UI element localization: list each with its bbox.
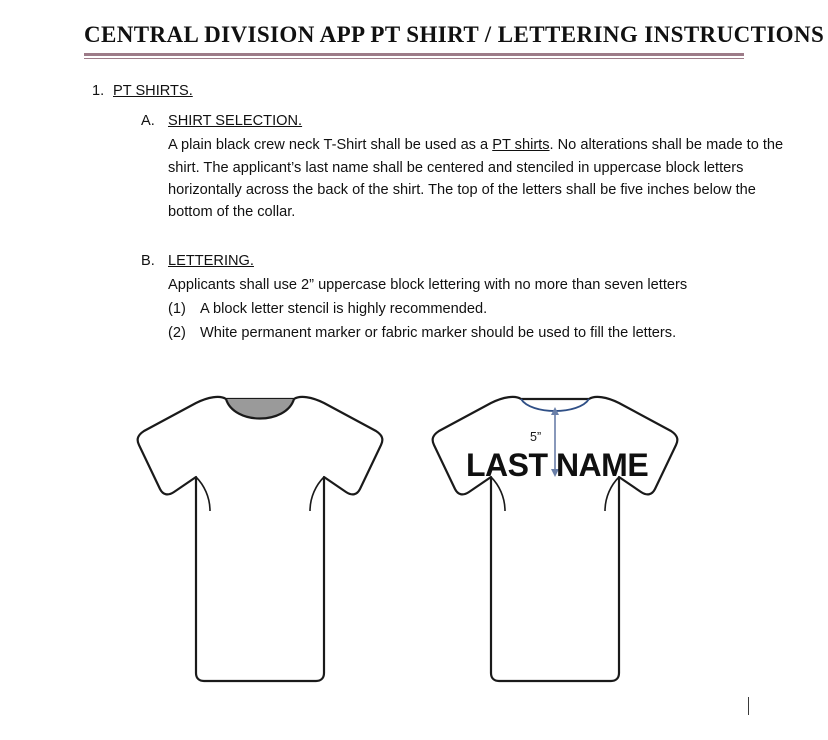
list-item-text: White permanent marker or fabric marker should be used to fill the letters. — [200, 324, 677, 341]
list-item-text: A block letter stencil is highly recommended. — [200, 301, 488, 318]
subsection-b-heading: LETTERING. — [168, 253, 254, 270]
subsection-b-marker: B. — [141, 253, 155, 270]
document-body — [0, 80, 828, 344]
front-shirt-drawing — [130, 385, 390, 685]
subsection-b — [113, 250, 828, 344]
section-spacer — [113, 223, 828, 242]
subsection-b-list — [168, 298, 828, 343]
subsection-a — [113, 110, 828, 223]
list-item-marker: (1) — [168, 301, 186, 318]
subsection-a-marker: A. — [141, 113, 155, 130]
paragraph-part-2: . No alterations shall be made to the shirt. The applicant’s last name shall be centered and stenciled in uppercase block letters horizontally across the back of the shirt. The top of the letters shall be five inches below the bottom of the collar. — [168, 137, 784, 220]
title-divider-thick — [84, 53, 744, 56]
paragraph-part-1: A plain black crew neck T-Shirt shall be used as a — [168, 137, 493, 154]
back-shirt-figure — [425, 385, 685, 685]
list-item — [168, 298, 828, 320]
subsection-a-heading: SHIRT SELECTION. — [168, 113, 303, 130]
section-1 — [0, 80, 828, 344]
list-item-marker: (2) — [168, 324, 186, 341]
measurement-label: 5” — [530, 430, 542, 444]
back-shirt-drawing — [425, 385, 685, 685]
front-shirt-figure — [130, 385, 390, 685]
section-1-heading: PT SHIRTS. — [113, 83, 193, 99]
subsection-b-paragraph: Applicants shall use 2” uppercase block lettering with no more than seven letters — [168, 277, 688, 294]
paragraph-underlined-term: PT shirts — [492, 137, 550, 154]
shirt-illustrations — [0, 385, 828, 705]
page-title — [84, 22, 825, 59]
document-title: CENTRAL DIVISION APP PT SHIRT / LETTERING INSTRUCTIONS — [84, 22, 825, 47]
page-edge-tick — [748, 697, 749, 715]
list-item — [168, 322, 828, 344]
title-divider-thin — [84, 58, 744, 59]
section-1-marker: 1. — [92, 83, 105, 99]
back-shirt-lettering: LAST NAME — [466, 447, 649, 483]
subsection-a-paragraph — [168, 134, 788, 223]
